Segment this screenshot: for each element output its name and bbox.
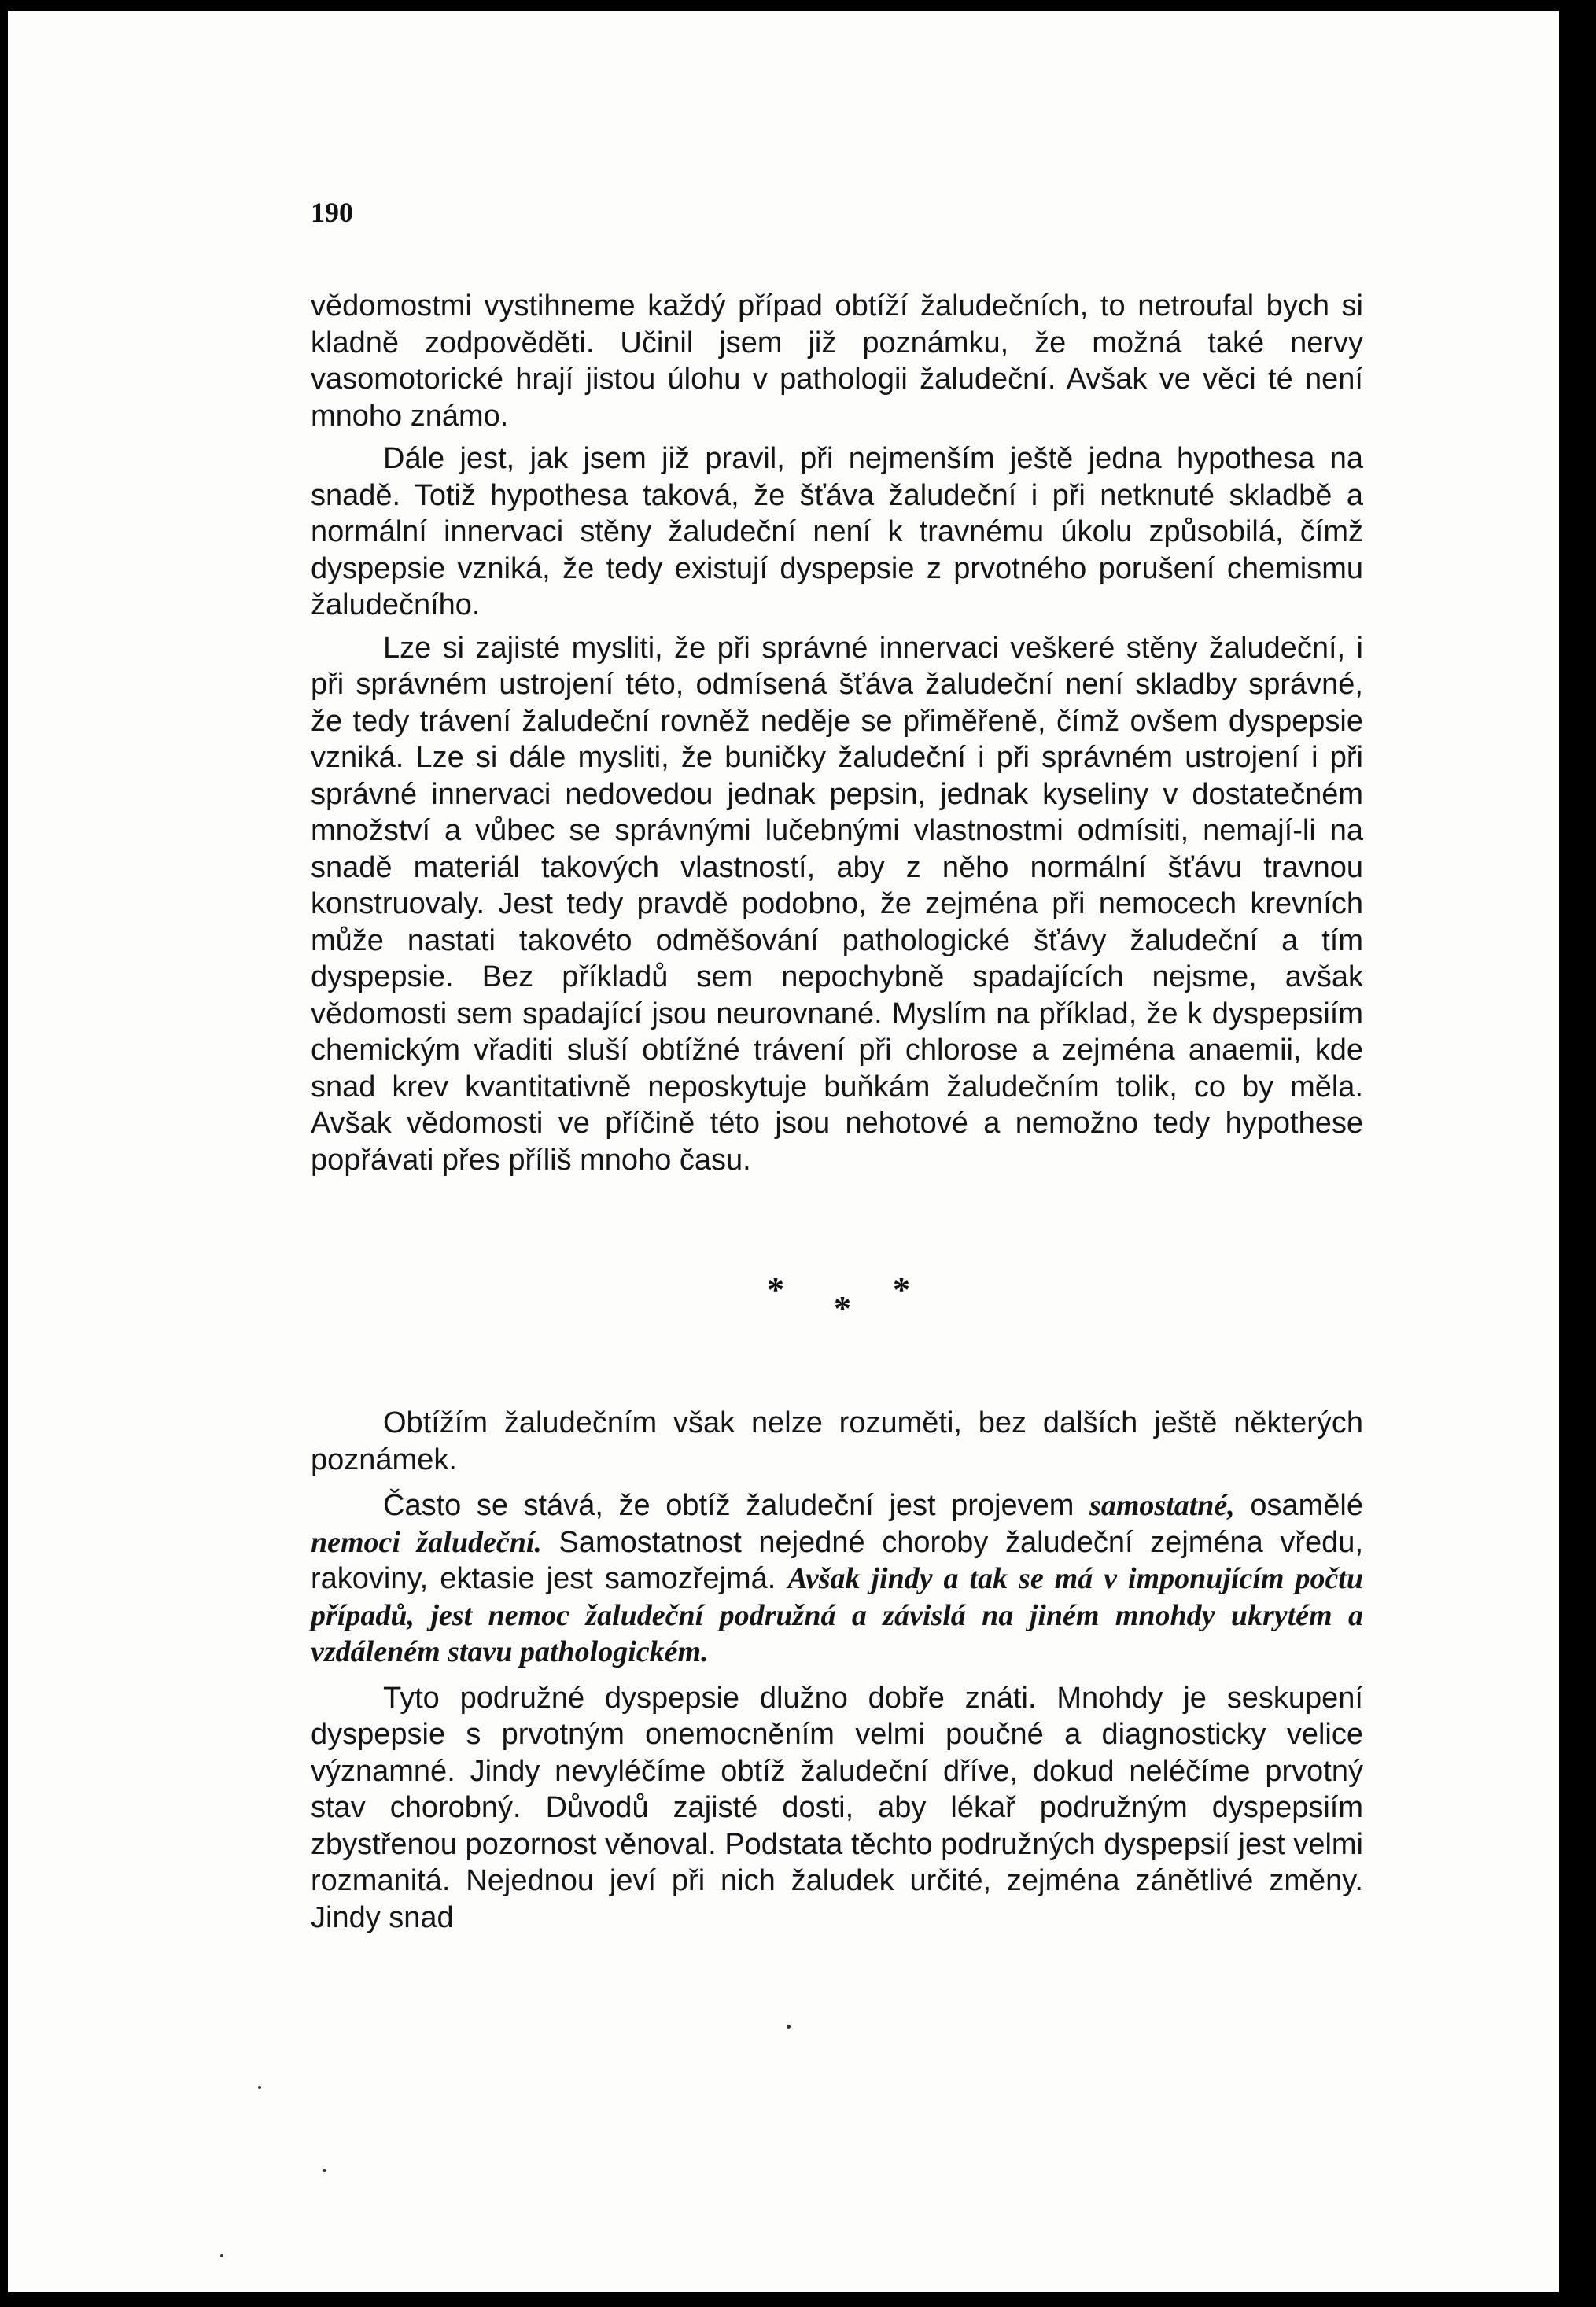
print-speck (323, 2169, 326, 2172)
print-speck (258, 2086, 261, 2089)
text-block-top (311, 288, 1363, 1178)
print-speck (787, 2025, 791, 2029)
print-speck (220, 2254, 223, 2257)
emphasis-text: samostatné, (1089, 1489, 1235, 1522)
paragraph: vědomostmi vystihneme každý případ obtíží žaludečních, to netroufal bych si kladně zodpověděti. Učinil jsem již poznámku, že možná také nervy vasomotorické hrají jistou úlohu v pathologii žaludeční. Avšak ve věci té není mnoho známo. (311, 289, 1363, 433)
book-page (8, 11, 1559, 2292)
emphasis-text: Avšak jindy a tak se má v imponujícím počtu případů, jest nemoc žaludeční podružná a závislá na jiném mnohdy ukrytém a vzdáleném stavu pathologickém. (311, 1562, 1363, 1668)
separator-asterisk: * (834, 1289, 851, 1328)
paragraph: Lze si zajisté mysliti, že při správné innervaci veškeré stěny žaludeční, i při správném ustrojení této, odmísená šťáva žaludeční není skladby správné, že tedy trávení žaludeční rovněž neděje se přiměřeně, čímž ovšem dyspepsie vzniká. Lze si dále mysliti, že buničky žaludeční i při správném ustrojení i při správné innervaci nedovedou jednak pepsin, jednak kyseliny v dostatečném množství a vůbec se správnými lučebnými vlastnostmi odmísiti, nemají-li na snadě materiál takových vlastností, aby z něho normální šťávu travnou konstruovaly. Jest tedy pravdě podobno, že zejména při nemocech krevních může nastati takovéto odměšování pathologické šťávy žaludeční a tím dyspepsie. Bez příkladů sem nepochybně spadajících nejsme, avšak vědomosti sem spadající jsou neurovnané. Myslím na příklad, že k dyspepsiím chemickým vřaditi sluší obtížné trávení při chlorose a zejména anaemii, kde snad krev kvantitativně neposkytuje buňkám žaludečním tolik, co by měla. Avšak vědomosti ve příčině této jsou nehotové a nemožno tedy hypothese popřávati přes příliš mnoho času. (311, 631, 1363, 1177)
paragraph (311, 1487, 1363, 1671)
separator-asterisk: * (767, 1270, 784, 1309)
paragraph-text: Samostatnost nejedné choroby žaludeční zejména vředu, rakoviny, ektasie jest samozřejmá. (311, 1525, 1363, 1595)
paragraph-text: osamělé (1234, 1489, 1363, 1522)
text-block-bottom (311, 1405, 1363, 1936)
section-separator (747, 1270, 936, 1332)
paragraph: Tyto podružné dyspepsie dlužno dobře znáti. Mnohdy je seskupení dyspepsie s prvotným onemocněním velmi poučné a diagnosticky velice významné. Jindy nevyléčíme obtíž žaludeční dříve, dokud neléčíme prvotný stav chorobný. Důvodů zajisté dosti, aby lékař podružným dyspepsiím zbystřenou pozornost věnoval. Podstata těchto podružných dyspepsií jest velmi rozmanitá. Nejednou jeví při nich žaludek určité, zejména zánětlivé změny. Jindy snad (311, 1681, 1363, 1934)
page-number: 190 (311, 197, 353, 228)
paragraph: Obtížím žaludečním však nelze rozuměti, bez dalších ještě některých poznámek. (311, 1406, 1363, 1476)
emphasis-text: nemoci žaludeční. (311, 1525, 542, 1559)
paragraph-text: Často se stává, že obtíž žaludeční jest projevem (383, 1489, 1090, 1522)
separator-asterisk: * (893, 1270, 910, 1309)
paragraph: Dále jest, jak jsem již pravil, při nejmenším ještě jedna hypothesa na snadě. Totiž hypothesa taková, že šťáva žaludeční i při netknuté skladbě a normální innervaci stěny žaludeční není k travnému úkolu způsobilá, čímž dyspepsie vzniká, že tedy existují dyspepsie z prvotného porušení chemismu žaludečního. (311, 442, 1363, 621)
